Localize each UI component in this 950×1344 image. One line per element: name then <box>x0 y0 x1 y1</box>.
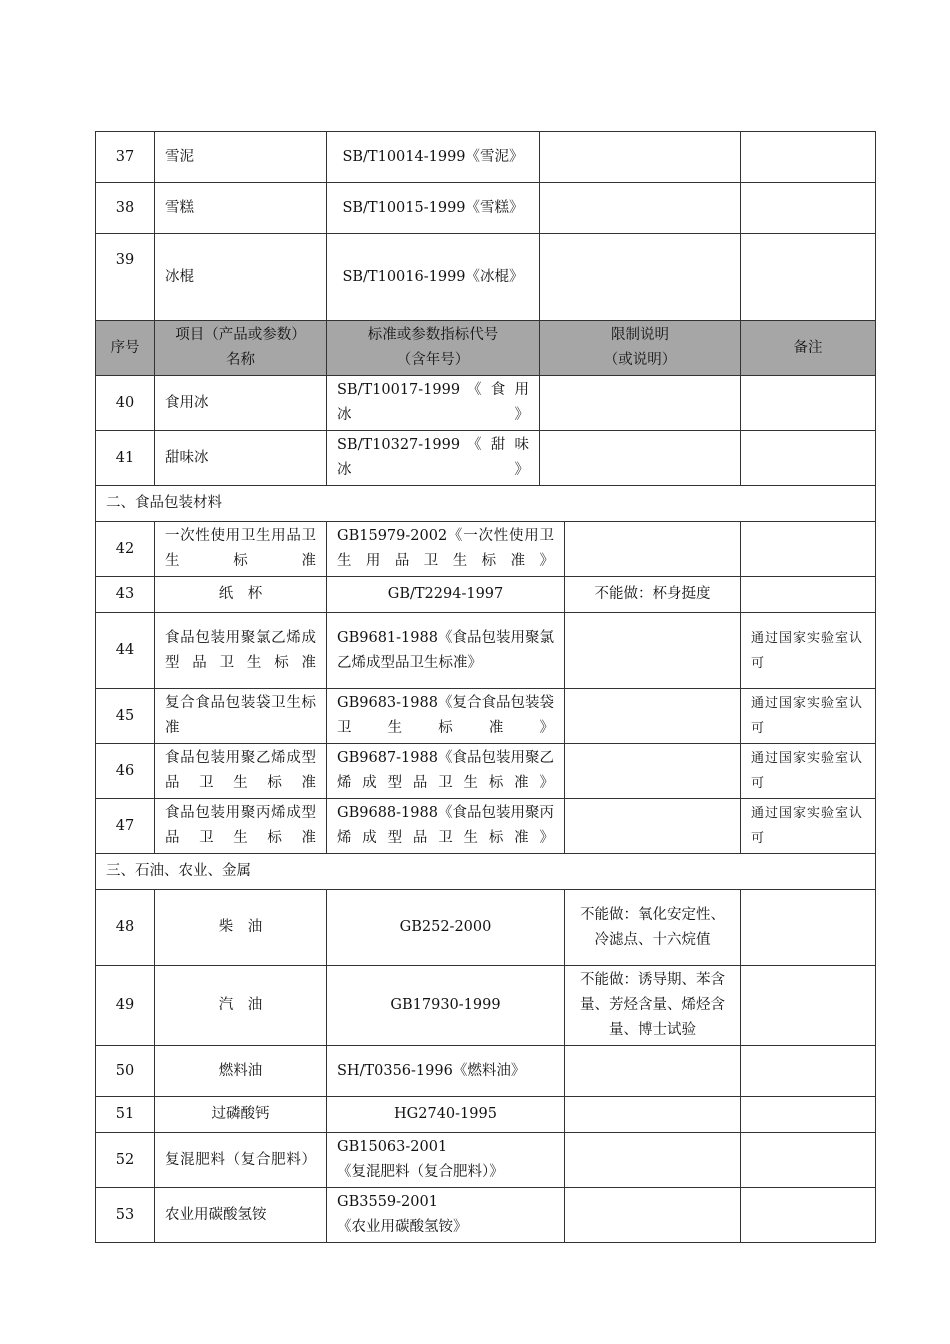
header-item-line2: 名称 <box>226 352 255 368</box>
header-standard-line2: （含年号） <box>396 352 470 368</box>
standard-code-line2: 《农业用碳酸氢铵》 <box>337 1219 468 1235</box>
limit-cell <box>565 689 741 744</box>
standard-code: GB15979-2002《一次性使用卫生用品卫生标准》 <box>327 522 565 577</box>
table-row <box>96 376 876 431</box>
table-row <box>96 522 876 577</box>
note-cell <box>741 431 876 486</box>
table-row <box>96 890 876 966</box>
note-cell <box>741 132 876 183</box>
table-row <box>96 132 876 183</box>
standard-code <box>327 1133 565 1188</box>
table-row <box>96 1046 876 1097</box>
item-name: 雪糕 <box>155 183 327 234</box>
standard-code-line1: GB3559-2001 <box>337 1194 438 1210</box>
row-number: 44 <box>96 613 155 689</box>
table-row <box>96 234 876 321</box>
table-row <box>96 431 876 486</box>
note-cell: 通过国家实验室认可 <box>741 613 876 689</box>
row-number: 40 <box>96 376 155 431</box>
standard-code: SB/T10327-1999 《 甜 味 冰》 <box>327 431 540 486</box>
section-row <box>96 486 876 522</box>
item-name: 一次性使用卫生用品卫生标准 <box>155 522 327 577</box>
note-cell <box>741 234 876 321</box>
standard-code: SB/T10017-1999 《 食 用 冰》 <box>327 376 540 431</box>
table-row <box>96 613 876 689</box>
row-number: 50 <box>96 1046 155 1097</box>
note-cell <box>741 376 876 431</box>
row-number: 52 <box>96 1133 155 1188</box>
note-cell <box>741 577 876 613</box>
table-row <box>96 183 876 234</box>
limit-cell: 不能做：杯身挺度 <box>565 577 741 613</box>
standard-code: GB252-2000 <box>327 890 565 966</box>
item-name: 复合食品包装袋卫生标准 <box>155 689 327 744</box>
limit-cell <box>540 431 741 486</box>
table-row <box>96 1188 876 1243</box>
row-number: 48 <box>96 890 155 966</box>
note-cell: 通过国家实验室认可 <box>741 689 876 744</box>
row-number: 43 <box>96 577 155 613</box>
item-name: 柴 油 <box>155 890 327 966</box>
row-number: 45 <box>96 689 155 744</box>
table-row <box>96 799 876 854</box>
note-cell: 通过国家实验室认可 <box>741 744 876 799</box>
standard-code-line2: 《复混肥料（复合肥料）》 <box>337 1164 504 1180</box>
row-number: 41 <box>96 431 155 486</box>
section-title: 三、石油、农业、金属 <box>96 854 876 890</box>
limit-cell <box>565 522 741 577</box>
header-limit-line2: （或说明） <box>603 352 677 368</box>
limit-cell: 不能做：诱导期、苯含量、芳烃含量、烯烃含量、博士试验 <box>565 966 741 1046</box>
standards-table <box>95 131 876 1243</box>
standard-code: SB/T10014-1999《雪泥》 <box>327 132 540 183</box>
note-cell <box>741 1133 876 1188</box>
note-cell <box>741 966 876 1046</box>
item-name: 食品包装用聚丙烯成型品卫生标准 <box>155 799 327 854</box>
standard-code: GB9688-1988《食品包装用聚丙烯成型品卫生标准》 <box>327 799 565 854</box>
table-header-row <box>96 321 876 376</box>
limit-cell <box>565 799 741 854</box>
item-name: 过磷酸钙 <box>155 1097 327 1133</box>
item-name: 雪泥 <box>155 132 327 183</box>
limit-cell <box>565 1188 741 1243</box>
standard-code <box>327 1188 565 1243</box>
row-number: 49 <box>96 966 155 1046</box>
limit-cell <box>565 1046 741 1097</box>
note-cell <box>741 890 876 966</box>
row-number: 47 <box>96 799 155 854</box>
standard-code: GB/T2294-1997 <box>327 577 565 613</box>
table-row <box>96 966 876 1046</box>
header-item <box>155 321 327 376</box>
limit-cell <box>565 744 741 799</box>
item-name: 冰棍 <box>155 234 327 321</box>
standard-code: HG2740-1995 <box>327 1097 565 1133</box>
table-row <box>96 1097 876 1133</box>
item-name: 甜味冰 <box>155 431 327 486</box>
header-item-line1: 项目（产品或参数） <box>175 327 306 343</box>
item-name: 汽 油 <box>155 966 327 1046</box>
standard-code: GB9683-1988《复合食品包装袋卫生标准》 <box>327 689 565 744</box>
section-title: 二、食品包装材料 <box>96 486 876 522</box>
note-cell <box>741 1097 876 1133</box>
limit-cell <box>565 1133 741 1188</box>
note-cell <box>741 1188 876 1243</box>
header-limit-line1: 限制说明 <box>611 327 669 343</box>
row-number: 46 <box>96 744 155 799</box>
note-cell: 通过国家实验室认可 <box>741 799 876 854</box>
standard-code-line1: GB15063-2001 <box>337 1139 448 1155</box>
header-standard <box>327 321 540 376</box>
row-number: 51 <box>96 1097 155 1133</box>
note-cell <box>741 1046 876 1097</box>
row-number: 38 <box>96 183 155 234</box>
standard-code: SB/T10015-1999《雪糕》 <box>327 183 540 234</box>
standard-code: SH/T0356-1996《燃料油》 <box>327 1046 565 1097</box>
limit-cell: 不能做：氧化安定性、冷滤点、十六烷值 <box>565 890 741 966</box>
item-name: 燃料油 <box>155 1046 327 1097</box>
item-name: 纸 杯 <box>155 577 327 613</box>
standard-code: SB/T10016-1999《冰棍》 <box>327 234 540 321</box>
row-number: 53 <box>96 1188 155 1243</box>
standard-code: GB9687-1988《食品包装用聚乙烯成型品卫生标准》 <box>327 744 565 799</box>
limit-cell <box>540 132 741 183</box>
limit-cell <box>565 1097 741 1133</box>
note-cell <box>741 522 876 577</box>
item-name: 农业用碳酸氢铵 <box>155 1188 327 1243</box>
standard-code: GB9681-1988《食品包装用聚氯乙烯成型品卫生标准》 <box>327 613 565 689</box>
limit-cell <box>565 613 741 689</box>
row-number: 42 <box>96 522 155 577</box>
standard-code: GB17930-1999 <box>327 966 565 1046</box>
item-name: 复混肥料（复合肥料） <box>155 1133 327 1188</box>
item-name: 食品包装用聚乙烯成型品卫生标准 <box>155 744 327 799</box>
note-cell <box>741 183 876 234</box>
table-row <box>96 689 876 744</box>
row-number: 39 <box>96 234 155 321</box>
header-note: 备注 <box>741 321 876 376</box>
section-row <box>96 854 876 890</box>
item-name: 食用冰 <box>155 376 327 431</box>
header-seq: 序号 <box>96 321 155 376</box>
item-name: 食品包装用聚氯乙烯成型品卫生标准 <box>155 613 327 689</box>
table-row <box>96 744 876 799</box>
row-number: 37 <box>96 132 155 183</box>
table-row <box>96 1133 876 1188</box>
header-limit <box>540 321 741 376</box>
limit-cell <box>540 183 741 234</box>
limit-cell <box>540 234 741 321</box>
header-standard-line1: 标准或参数指标代号 <box>367 327 499 343</box>
table-row <box>96 577 876 613</box>
limit-cell <box>540 376 741 431</box>
